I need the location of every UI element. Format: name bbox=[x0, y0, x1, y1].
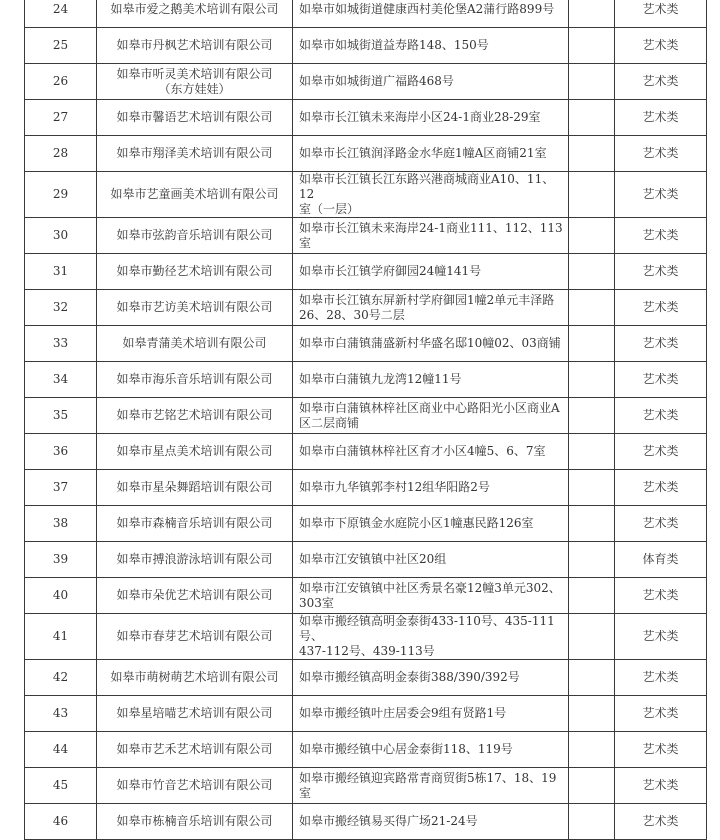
institution-table bbox=[24, 0, 707, 840]
row-number-cell: 28 bbox=[25, 136, 97, 172]
category-cell: 艺术类 bbox=[615, 326, 707, 362]
company-name-line: 如皋市艺禾艺术培训有限公司 bbox=[116, 742, 273, 756]
address-line: 26、28、30号二层 bbox=[299, 307, 405, 322]
empty-cell bbox=[569, 0, 615, 28]
table-row bbox=[25, 696, 707, 732]
row-number-cell: 24 bbox=[25, 0, 97, 28]
empty-cell bbox=[569, 136, 615, 172]
address-cell bbox=[293, 64, 569, 100]
table-row bbox=[25, 506, 707, 542]
company-name-cell bbox=[97, 804, 293, 840]
address-line: 如皋市如城街道健康西村美伦堡A2蒲行路899号 bbox=[299, 2, 555, 16]
address-line: 437-112号、439-113号 bbox=[299, 644, 435, 658]
company-name-line: 如皋市朵优艺术培训有限公司 bbox=[116, 588, 273, 602]
table-row bbox=[25, 0, 707, 28]
company-name-line: 如皋市萌树萌艺术培训有限公司 bbox=[110, 670, 279, 684]
company-name-line: 如皋市森楠音乐培训有限公司 bbox=[116, 516, 273, 530]
category-cell: 艺术类 bbox=[615, 136, 707, 172]
company-name-cell bbox=[97, 614, 293, 660]
company-name-line: 如皋市艺童画美术培训有限公司 bbox=[110, 187, 279, 201]
category-cell: 艺术类 bbox=[615, 398, 707, 434]
category-cell: 艺术类 bbox=[615, 218, 707, 254]
category-cell: 艺术类 bbox=[615, 28, 707, 64]
category-cell: 艺术类 bbox=[615, 768, 707, 804]
address-line: 如皋市白蒲镇蒲盛新村华盛名邸10幢02、03商铺 bbox=[299, 336, 561, 350]
category-cell: 艺术类 bbox=[615, 64, 707, 100]
table-row bbox=[25, 362, 707, 398]
address-line: 如皋市长江镇润泽路金水华庭1幢A区商铺21室 bbox=[299, 146, 547, 160]
empty-cell bbox=[569, 218, 615, 254]
address-cell bbox=[293, 470, 569, 506]
address-line: 如皋市江安镇镇中社区20组 bbox=[299, 552, 447, 566]
empty-cell bbox=[569, 768, 615, 804]
company-name-cell bbox=[97, 218, 293, 254]
table-row bbox=[25, 434, 707, 470]
address-cell bbox=[293, 362, 569, 398]
row-number-cell: 30 bbox=[25, 218, 97, 254]
category-cell: 艺术类 bbox=[615, 0, 707, 28]
table-row bbox=[25, 614, 707, 660]
company-name-cell bbox=[97, 398, 293, 434]
company-name-line: （东方娃娃） bbox=[158, 81, 231, 96]
company-name-line: 如皋市艺访美术培训有限公司 bbox=[116, 300, 273, 314]
row-number-cell: 26 bbox=[25, 64, 97, 100]
empty-cell bbox=[569, 362, 615, 398]
address-line: 如皋市搬经镇中心居金泰街118、119号 bbox=[299, 742, 513, 756]
category-cell: 艺术类 bbox=[615, 470, 707, 506]
table-row bbox=[25, 398, 707, 434]
address-line: 如皋市九华镇郭李村12组华阳路2号 bbox=[299, 480, 490, 494]
company-name-line: 如皋市星朵舞蹈培训有限公司 bbox=[116, 480, 273, 494]
row-number-cell: 32 bbox=[25, 290, 97, 326]
company-name-line: 如皋星培喵艺术培训有限公司 bbox=[116, 706, 273, 720]
row-number-cell: 39 bbox=[25, 542, 97, 578]
address-cell bbox=[293, 768, 569, 804]
row-number-cell: 25 bbox=[25, 28, 97, 64]
table-row bbox=[25, 64, 707, 100]
row-number-cell: 37 bbox=[25, 470, 97, 506]
table-row bbox=[25, 470, 707, 506]
company-name-cell bbox=[97, 768, 293, 804]
address-cell bbox=[293, 326, 569, 362]
company-name-line: 如皋青蒲美术培训有限公司 bbox=[122, 336, 267, 350]
row-number-cell: 27 bbox=[25, 100, 97, 136]
address-line: 如皋市搬经镇高明金泰街433-110号、435-111号、 bbox=[299, 614, 555, 643]
address-line: 如皋市长江镇学府御园24幢141号 bbox=[299, 264, 482, 278]
address-line: 室 bbox=[299, 235, 312, 250]
company-name-cell bbox=[97, 542, 293, 578]
company-name-line: 如皋市勤径艺术培训有限公司 bbox=[116, 264, 273, 278]
company-name-line: 如皋市春芽艺术培训有限公司 bbox=[116, 629, 273, 643]
row-number-cell: 35 bbox=[25, 398, 97, 434]
address-line: 区二层商铺 bbox=[299, 415, 360, 430]
row-number-cell: 43 bbox=[25, 696, 97, 732]
address-line: 如皋市搬经镇叶庄居委会9组有贤路1号 bbox=[299, 706, 507, 720]
address-cell bbox=[293, 290, 569, 326]
address-cell bbox=[293, 28, 569, 64]
empty-cell bbox=[569, 64, 615, 100]
empty-cell bbox=[569, 172, 615, 218]
company-name-line: 如皋市弦韵音乐培训有限公司 bbox=[116, 228, 273, 242]
address-cell bbox=[293, 254, 569, 290]
empty-cell bbox=[569, 326, 615, 362]
empty-cell bbox=[569, 254, 615, 290]
row-number-cell: 36 bbox=[25, 434, 97, 470]
address-cell bbox=[293, 398, 569, 434]
row-number-cell: 34 bbox=[25, 362, 97, 398]
address-cell bbox=[293, 542, 569, 578]
empty-cell bbox=[569, 398, 615, 434]
company-name-cell bbox=[97, 326, 293, 362]
address-cell bbox=[293, 614, 569, 660]
company-name-line: 如皋市艺铭艺术培训有限公司 bbox=[116, 408, 273, 422]
row-number-cell: 33 bbox=[25, 326, 97, 362]
company-name-line: 如皋市翔泽美术培训有限公司 bbox=[116, 146, 273, 160]
company-name-cell bbox=[97, 254, 293, 290]
row-number-cell: 41 bbox=[25, 614, 97, 660]
row-number-cell: 31 bbox=[25, 254, 97, 290]
row-number-cell: 46 bbox=[25, 804, 97, 840]
table-row bbox=[25, 326, 707, 362]
row-number-cell: 29 bbox=[25, 172, 97, 218]
table-row bbox=[25, 254, 707, 290]
company-name-cell bbox=[97, 696, 293, 732]
category-cell: 体育类 bbox=[615, 542, 707, 578]
table-row bbox=[25, 28, 707, 64]
company-name-line: 如皋市海乐音乐培训有限公司 bbox=[116, 372, 273, 386]
address-line: 如皋市长江镇未来海岸24-1商业111、112、113 bbox=[299, 220, 563, 235]
address-cell bbox=[293, 696, 569, 732]
table-row bbox=[25, 732, 707, 768]
table-row bbox=[25, 768, 707, 804]
table-row bbox=[25, 172, 707, 218]
table-row bbox=[25, 100, 707, 136]
category-cell: 艺术类 bbox=[615, 100, 707, 136]
address-line: 如皋市长江镇长江东路兴港商城商业A10、11、12 bbox=[299, 172, 555, 201]
table-row bbox=[25, 136, 707, 172]
row-number-cell: 44 bbox=[25, 732, 97, 768]
category-cell: 艺术类 bbox=[615, 578, 707, 614]
address-line: 如皋市下原镇金水庭院小区1幢惠民路126室 bbox=[299, 516, 534, 530]
address-cell bbox=[293, 660, 569, 696]
company-name-cell bbox=[97, 362, 293, 398]
row-number-cell: 45 bbox=[25, 768, 97, 804]
category-cell: 艺术类 bbox=[615, 362, 707, 398]
address-line: 如皋市搬经镇易买得广场21-24号 bbox=[299, 814, 478, 828]
table-body bbox=[25, 0, 707, 840]
company-name-cell bbox=[97, 100, 293, 136]
empty-cell bbox=[569, 28, 615, 64]
address-line: 如皋市长江镇东屏新村学府御园1幢2单元丰泽路 bbox=[299, 292, 555, 307]
empty-cell bbox=[569, 434, 615, 470]
empty-cell bbox=[569, 614, 615, 660]
company-name-line: 如皋市搏浪游泳培训有限公司 bbox=[116, 552, 273, 566]
address-cell bbox=[293, 172, 569, 218]
company-name-cell bbox=[97, 470, 293, 506]
company-name-line: 如皋市听灵美术培训有限公司 bbox=[116, 66, 273, 81]
empty-cell bbox=[569, 660, 615, 696]
company-name-line: 如皋市栋楠音乐培训有限公司 bbox=[116, 814, 273, 828]
address-cell bbox=[293, 804, 569, 840]
table-row bbox=[25, 542, 707, 578]
address-line: 如皋市搬经镇高明金泰街388/390/392号 bbox=[299, 670, 520, 684]
category-cell: 艺术类 bbox=[615, 804, 707, 840]
category-cell: 艺术类 bbox=[615, 434, 707, 470]
address-line: 303室 bbox=[299, 595, 334, 610]
company-name-line: 如皋市丹枫艺术培训有限公司 bbox=[116, 38, 273, 52]
row-number-cell: 38 bbox=[25, 506, 97, 542]
company-name-cell bbox=[97, 136, 293, 172]
address-line: 如皋市如城街道益寿路148、150号 bbox=[299, 38, 489, 52]
category-cell: 艺术类 bbox=[615, 660, 707, 696]
address-line: 如皋市如城街道广福路468号 bbox=[299, 74, 454, 88]
table-row bbox=[25, 578, 707, 614]
empty-cell bbox=[569, 506, 615, 542]
address-line: 如皋市白蒲镇九龙湾12幢11号 bbox=[299, 372, 462, 386]
company-name-cell bbox=[97, 578, 293, 614]
address-line: 如皋市搬经镇迎宾路常青商贸街5栋17、18、19 bbox=[299, 770, 557, 785]
address-cell bbox=[293, 434, 569, 470]
empty-cell bbox=[569, 100, 615, 136]
company-name-cell bbox=[97, 290, 293, 326]
address-line: 如皋市长江镇未来海岸小区24-1商业28-29室 bbox=[299, 110, 541, 124]
company-name-cell bbox=[97, 64, 293, 100]
empty-cell bbox=[569, 542, 615, 578]
address-line: 室（一层） bbox=[299, 202, 360, 216]
empty-cell bbox=[569, 290, 615, 326]
company-name-cell bbox=[97, 28, 293, 64]
empty-cell bbox=[569, 470, 615, 506]
address-cell bbox=[293, 136, 569, 172]
address-cell bbox=[293, 732, 569, 768]
address-cell bbox=[293, 100, 569, 136]
table-row bbox=[25, 218, 707, 254]
company-name-cell bbox=[97, 506, 293, 542]
table-row bbox=[25, 290, 707, 326]
company-name-cell bbox=[97, 172, 293, 218]
empty-cell bbox=[569, 732, 615, 768]
company-name-line: 如皋市爱之鹅美术培训有限公司 bbox=[110, 2, 279, 16]
category-cell: 艺术类 bbox=[615, 254, 707, 290]
company-name-cell bbox=[97, 0, 293, 28]
table-row bbox=[25, 660, 707, 696]
empty-cell bbox=[569, 804, 615, 840]
address-cell bbox=[293, 218, 569, 254]
address-line: 如皋市白蒲镇林梓社区商业中心路阳光小区商业A bbox=[299, 400, 560, 415]
empty-cell bbox=[569, 696, 615, 732]
row-number-cell: 42 bbox=[25, 660, 97, 696]
address-cell bbox=[293, 578, 569, 614]
table-row bbox=[25, 804, 707, 840]
address-line: 如皋市白蒲镇林梓社区育才小区4幢5、6、7室 bbox=[299, 444, 546, 458]
company-name-cell bbox=[97, 660, 293, 696]
category-cell: 艺术类 bbox=[615, 614, 707, 660]
category-cell: 艺术类 bbox=[615, 696, 707, 732]
address-cell bbox=[293, 506, 569, 542]
address-cell bbox=[293, 0, 569, 28]
company-name-line: 如皋市馨语艺术培训有限公司 bbox=[116, 110, 273, 124]
category-cell: 艺术类 bbox=[615, 506, 707, 542]
row-number-cell: 40 bbox=[25, 578, 97, 614]
empty-cell bbox=[569, 578, 615, 614]
company-name-line: 如皋市竹音艺术培训有限公司 bbox=[116, 778, 273, 792]
company-name-line: 如皋市星点美术培训有限公司 bbox=[116, 444, 273, 458]
category-cell: 艺术类 bbox=[615, 172, 707, 218]
category-cell: 艺术类 bbox=[615, 732, 707, 768]
company-name-cell bbox=[97, 732, 293, 768]
company-name-cell bbox=[97, 434, 293, 470]
address-line: 室 bbox=[299, 785, 312, 800]
category-cell: 艺术类 bbox=[615, 290, 707, 326]
address-line: 如皋市江安镇镇中社区秀景名豪12幢3单元302、 bbox=[299, 580, 561, 595]
